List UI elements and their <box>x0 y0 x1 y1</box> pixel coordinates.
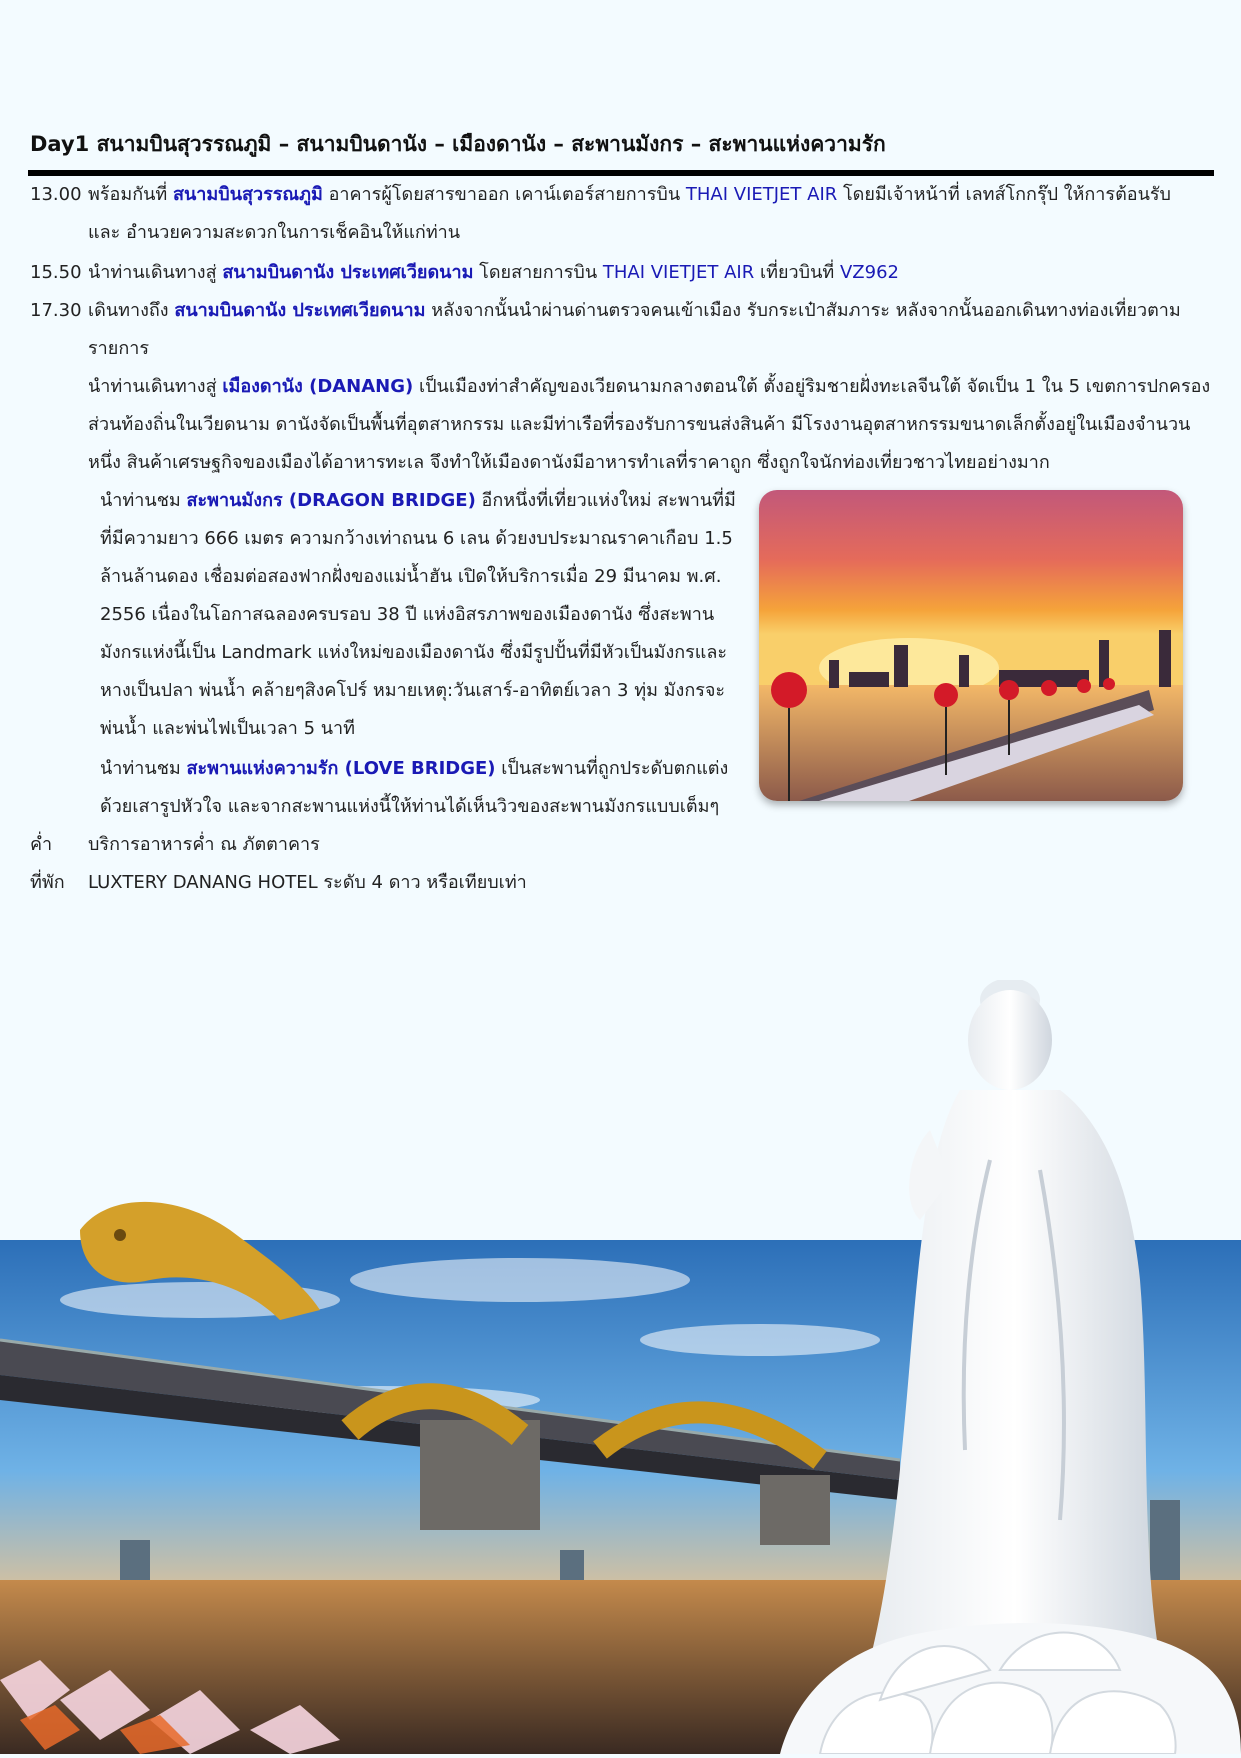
schedule-text-line2: รายการ <box>88 338 149 359</box>
schedule-text <box>88 292 1241 330</box>
highlight-love-bridge: สะพานแห่งความรัก (LOVE BRIDGE) <box>186 758 496 779</box>
page-title: Day1 สนามบินสุวรรณภูมิ – สนามบินดานัง – เมืองดานัง – สะพานมังกร – สะพานแห่งความรัก <box>30 132 886 156</box>
danang-line: ส่วนท้องถิ่นในเวียดนาม ดานังจัดเป็นพื้นที่อุตสาหกรรม และมีท่าเรือที่รองรับการขนส่งสินค้า มีโรงงานอุตสาหกรรมขนาดเล็กตั้งอยู่ในเมืองจำนวน <box>88 414 1191 435</box>
dragon-line: หางเป็นปลา พ่นน้ำ คล้ายๆสิงคโปร์ หมายเหตุ:วันเสาร์-อาทิตย์เวลา 3 ทุ่ม มังกรจะ <box>100 680 726 701</box>
danang-line <box>88 368 1213 406</box>
text-part: เดินทางถึง <box>88 300 175 321</box>
highlight-place: สนามบินดานัง ประเทศเวียดนาม <box>222 262 474 283</box>
highlight-flight: VZ962 <box>839 262 899 283</box>
text-part: โดยมีเจ้าหน้าที่ เลทส์โกกรุ๊ป ให้การต้อนรับ <box>837 184 1171 205</box>
schedule-time: 15.50 <box>30 262 82 283</box>
text-part: เที่ยวบินที่ <box>754 262 840 283</box>
highlight-dragon-bridge: สะพานมังกร (DRAGON BRIDGE) <box>186 490 476 511</box>
dinner-label: ค่ำ <box>30 834 53 855</box>
schedule-text <box>88 176 1241 214</box>
dragon-line: พ่นน้ำ และพ่นไฟเป็นเวลา 5 นาที <box>100 718 356 739</box>
text-part: นำท่านชม <box>100 490 187 511</box>
text-part: อาคารผู้โดยสารขาออก เคาน์เตอร์สายการบิน <box>322 184 686 205</box>
danang-line: หนึ่ง สินค้าเศรษฐกิจของเมืองได้อาหารทะเล จึงทำให้เมืองดานังมีอาหารทำเลที่ราคาถูก ซึ่งถูกใจนักท่องเที่ยวชาวไทยอย่างมาก <box>88 452 1050 473</box>
text-part: เป็นสะพานที่ถูกประดับตกแต่ง <box>495 758 729 779</box>
highlight-airline: THAI VIETJET AIR <box>602 262 755 283</box>
text-part: โดยสายการบิน <box>473 262 603 283</box>
sunset-bridge-image <box>759 490 1183 801</box>
dragon-line: มังกรแห่งนี้เป็น Landmark แห่งใหม่ของเมืองดานัง ซึ่งมีรูปปั้นที่มีหัวเป็นมังกรและ <box>100 642 728 663</box>
text-part: หลังจากนั้นนำผ่านด่านตรวจคนเข้าเมือง รับกระเป๋าสัมภาระ หลังจากนั้นออกเดินทางท่องเที่ยวตาม <box>425 300 1181 321</box>
love-bridge-photo <box>759 490 1183 801</box>
dragon-line: ล้านล้านดอง เชื่อมต่อสองฟากฝั่งของแม่น้ำฮัน เปิดให้บริการเมื่อ 29 มีนาคม พ.ศ. <box>100 566 722 587</box>
highlight-city: เมืองดานัง (DANANG) <box>222 376 414 397</box>
text-part: นำท่านชม <box>100 758 187 779</box>
highlight-airline: THAI VIETJET AIR <box>685 184 838 205</box>
dragon-bridge-statue-image <box>0 980 1241 1754</box>
text-part: เป็นเมืองท่าสำคัญของเวียดนามกลางตอนใต้ ตั้งอยู่ริมชายฝั่งทะเลจีนใต้ จัดเป็น 1 ใน 5 เขตการปกครอง <box>413 376 1211 397</box>
hotel-label: ที่พัก <box>30 872 65 893</box>
love-line: ด้วยเสารูปหัวใจ และจากสะพานแห่งนี้ให้ท่านได้เห็นวิวของสะพานมังกรแบบเต็มๆ <box>100 796 720 817</box>
dragon-line <box>100 482 736 520</box>
schedule-time: 13.00 <box>30 184 82 205</box>
dinner-value: บริการอาหารค่ำ ณ ภัตตาคาร <box>88 834 320 855</box>
text-part: อีกหนึ่งที่เที่ยวแห่งใหม่ สะพานที่มี <box>475 490 736 511</box>
text-part: พร้อมกันที่ <box>88 184 173 205</box>
text-part: นำท่านเดินทางสู่ <box>88 262 223 283</box>
highlight-place: สนามบินสุวรรณภูมิ <box>173 184 323 205</box>
schedule-text-line2: และ อำนวยความสะดวกในการเช็คอินให้แก่ท่าน <box>88 222 461 243</box>
love-line <box>100 750 732 788</box>
highlight-place: สนามบินดานัง ประเทศเวียดนาม <box>174 300 426 321</box>
dragon-line: 2556 เนื่องในโอกาสฉลองครบรอบ 38 ปี แห่งอิสรภาพของเมืองดานัง ซึ่งสะพาน <box>100 604 715 625</box>
hotel-value: LUXTERY DANANG HOTEL ระดับ 4 ดาว หรือเทียบเท่า <box>88 872 527 893</box>
schedule-time: 17.30 <box>30 300 82 321</box>
dragon-line: ที่มีความยาว 666 เมตร ความกว้างเท่าถนน 6 เลน ด้วยงบประมาณราคาเกือบ 1.5 <box>100 528 733 549</box>
text-part: นำท่านเดินทางสู่ <box>88 376 223 397</box>
schedule-text <box>88 254 1241 292</box>
